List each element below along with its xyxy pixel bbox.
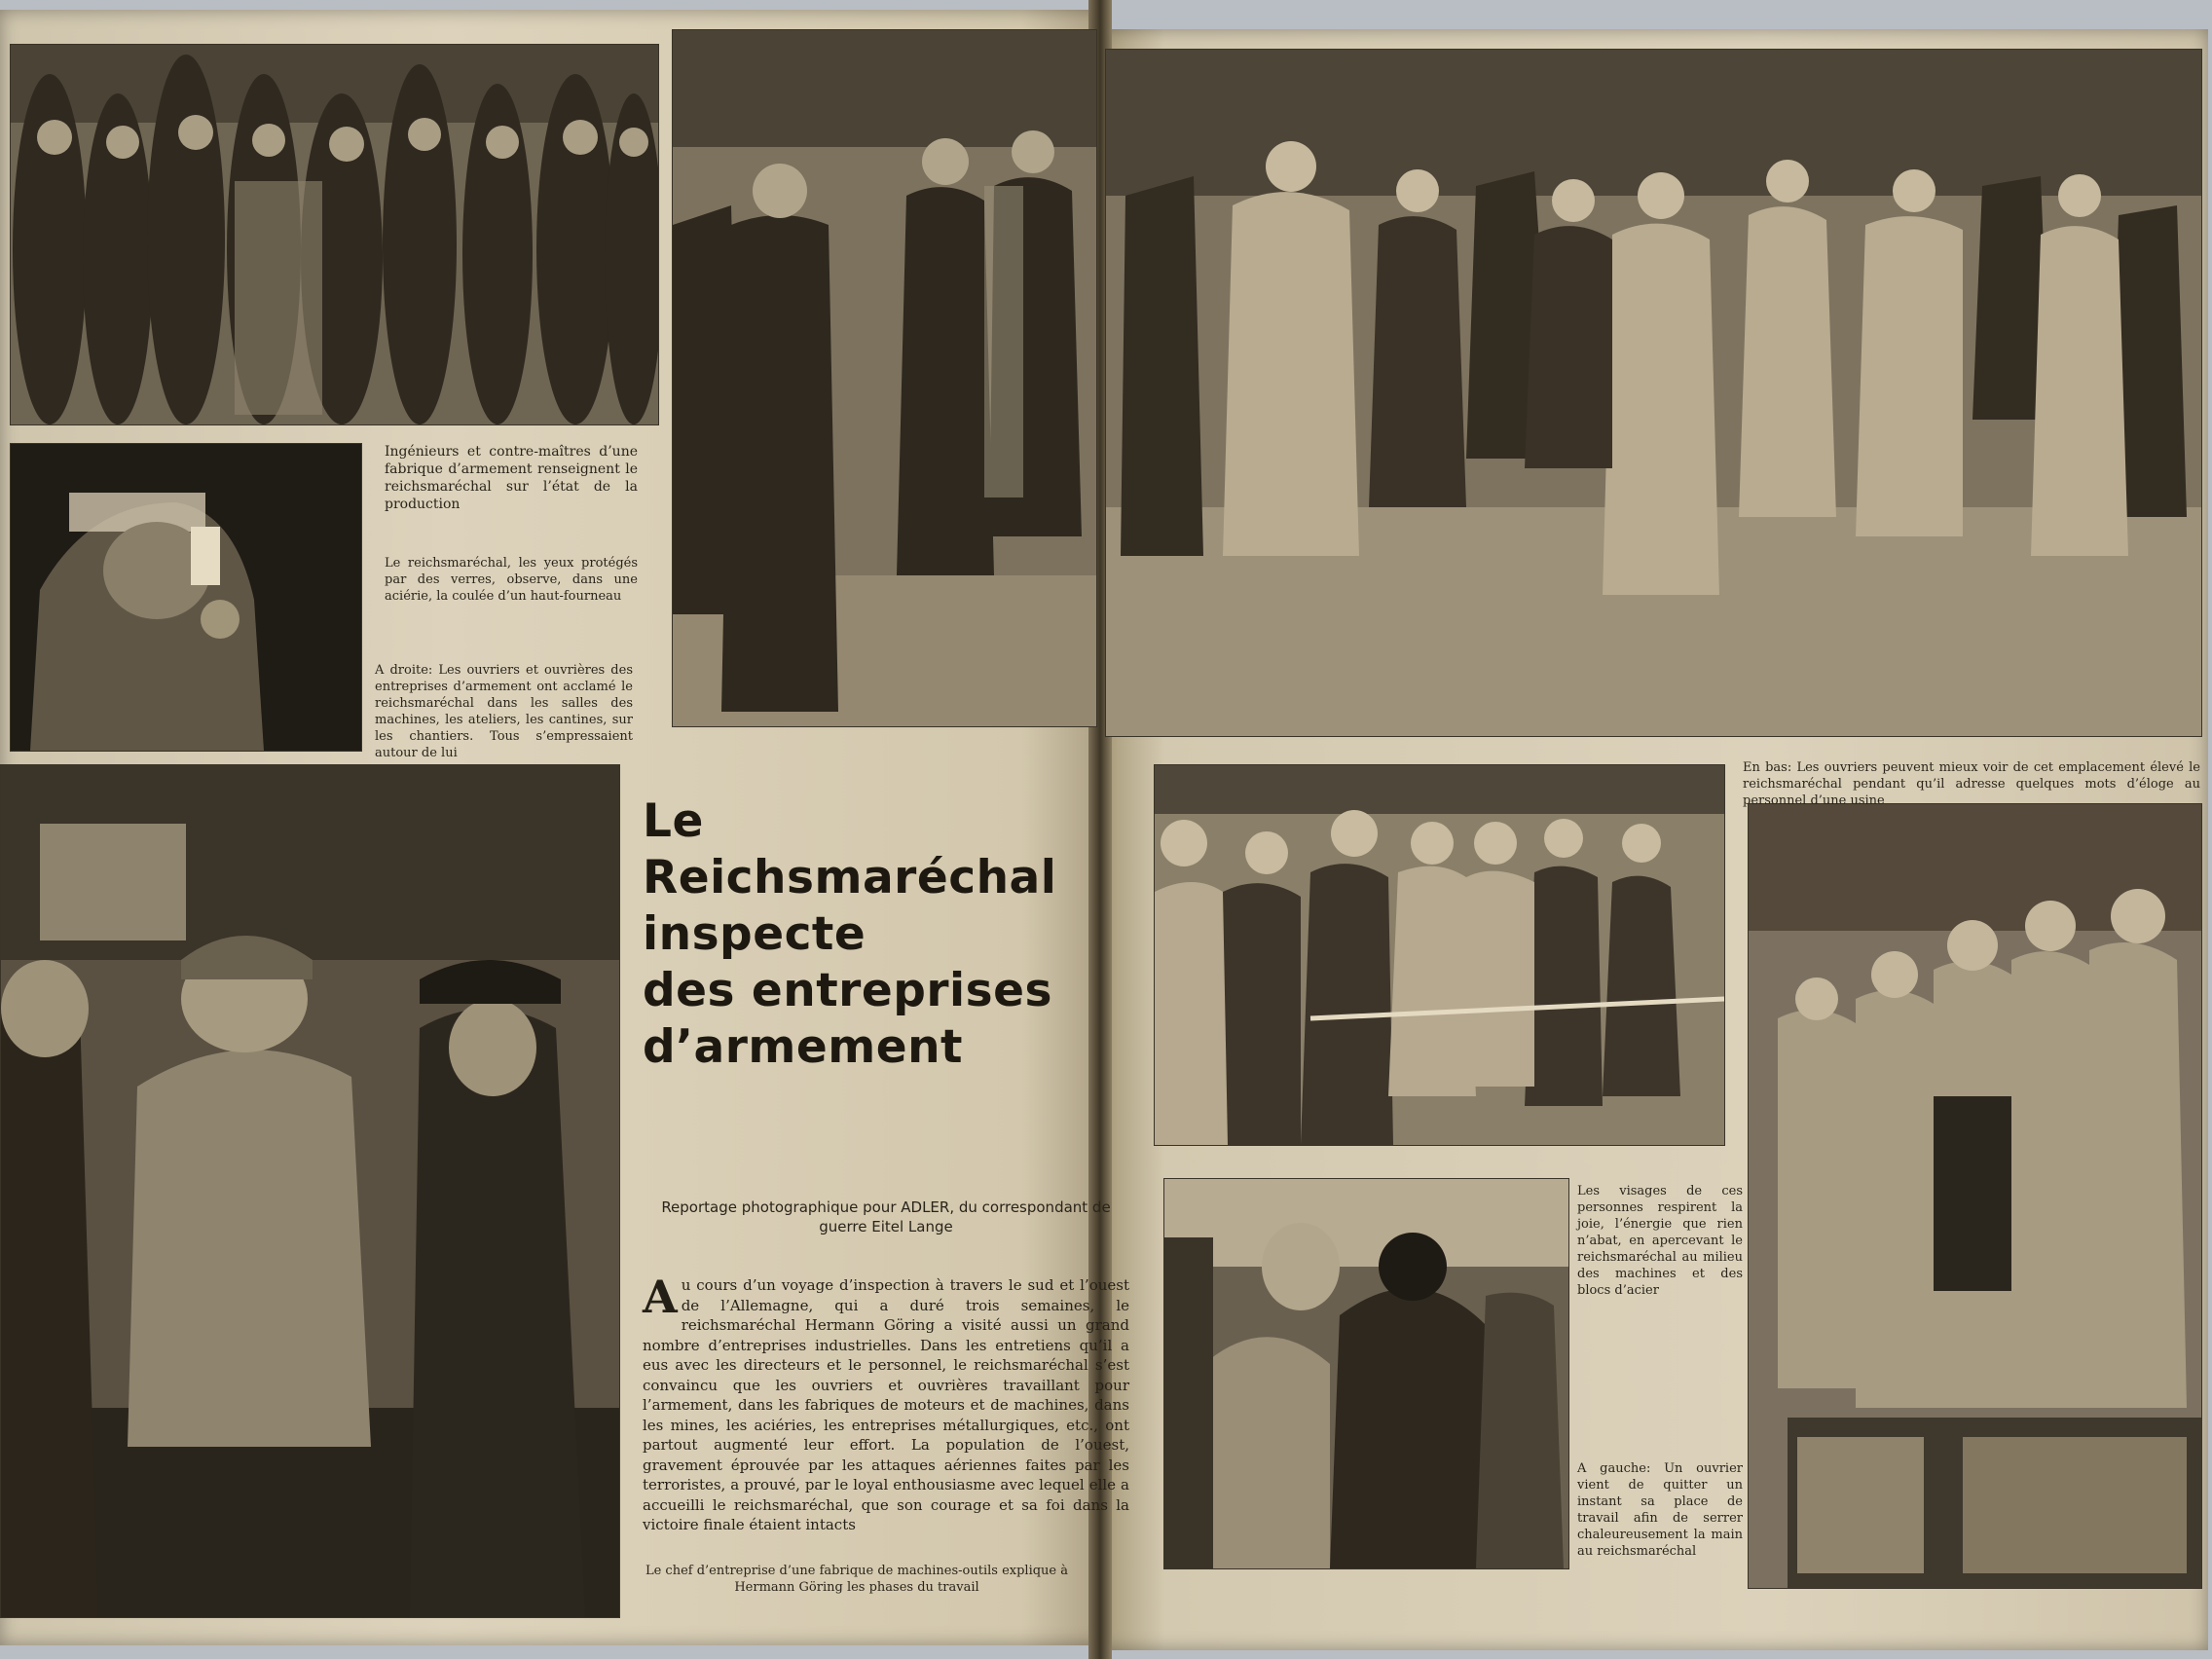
photo-workers-rope [1154,764,1725,1146]
photo-machine-tools [0,764,620,1618]
photo-goggles [10,443,362,752]
title-line-4: des entreprises [643,964,1052,1017]
caption-en-bas: En bas: Les ouvriers peuvent mieux voir de cet emplacement élevé le reichsmaréchal pendant qu’il adresse quelques mots d’éloge au personnel d’une usine [1743,760,2200,808]
caption-right-workers: A droite: Les ouvriers et ouvrières des entreprises d’armement ont acclamé le reichsmaréchal dans les salles des machines, les ateliers, les cantines, sur les chantiers. Tous s’empressaient autour de lui [375,663,633,760]
caption-faces: Les visages de ces personnes respirent la joie, l’énergie que rien n’abat, en apercevant le reichsmaréchal au milieu des machines et des blocs d’acier [1577,1184,1743,1298]
article-title [643,793,1071,1076]
title-line-1: Le [643,794,704,848]
drop-cap: A [643,1271,678,1323]
caption-machine-tools: Le chef d’entreprise d’une fabrique de machines-outils explique à Hermann Göring les phases du travail [645,1564,1069,1595]
title-line-2: Reichsmaréchal [643,851,1057,904]
article-text: u cours d’un voyage d’inspection à travers le sud et l’ouest de l’Allemagne, qui a duré trois semaines, le reichsmaréchal Hermann Göring a visité aussi un grand nombre d’entreprises industrielles. Dans les entretiens qu’il a eus avec les directeurs et le personnel, le reichsmaréchal s’est convaincu que les ouvriers et ouvrières travaillant pour l’armement, dans les fabriques de moteurs et de machines, dans les mines, les aciéries, les entreprises métallurgiques, etc., ont partout augmenté leur effort. La population de l’ouest, gravement éprouvée par les attaques aériennes faites par les terroristes, a prouvé, par le loyal enthousiasme avec lequel elle a accueilli le reichsmaréchal, que son courage et sa foi dans la victoire finale étaient intacts [643,1276,1129,1533]
photo-youths-platform [1748,803,2202,1589]
photo-crowd-officers [10,44,659,425]
photo-women-walking [1105,49,2202,737]
caption-a-gauche: A gauche: Un ouvrier vient de quitter un instant sa place de travail afin de serrer chaleureusement la main au reichsmaréchal [1577,1461,1743,1559]
title-line-3: inspecte [643,907,866,961]
title-line-5: d’armement [643,1020,964,1074]
photo-workers-walking [672,29,1097,727]
article-body [643,1271,1129,1535]
byline: Reportage photographique pour ADLER, du correspondant de guerre Eitel Lange [661,1198,1111,1235]
caption-engineers: Ingénieurs et contre-maîtres d’une fabrique d’armement renseignent le reichsmaréchal sur l’état de la production [385,444,638,512]
caption-goggles: Le reichsmaréchal, les yeux protégés par des verres, observe, dans une aciérie, la coulée d’un haut-fourneau [385,556,638,604]
photo-handshake [1163,1178,1569,1569]
